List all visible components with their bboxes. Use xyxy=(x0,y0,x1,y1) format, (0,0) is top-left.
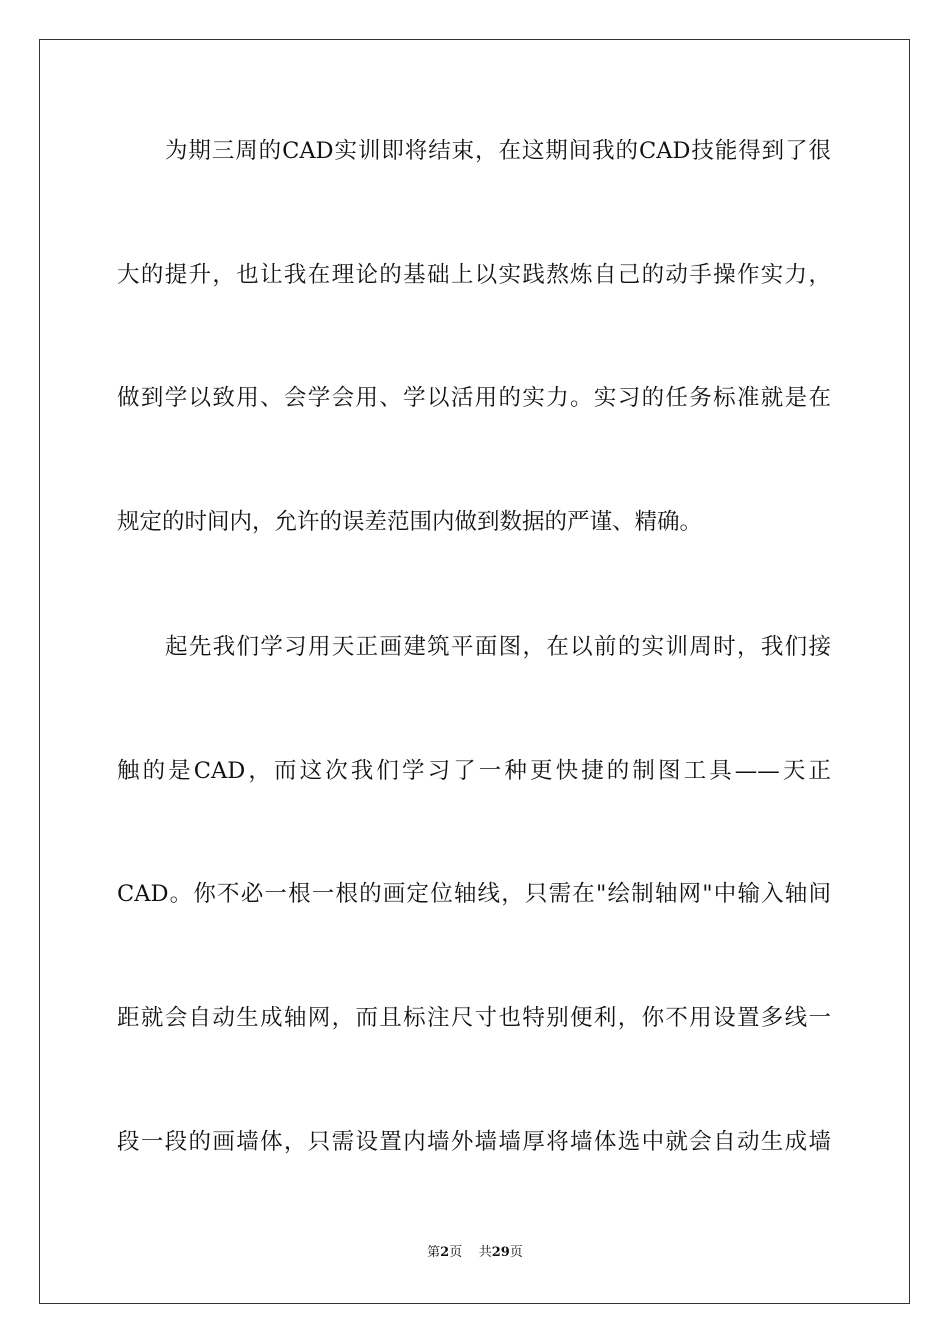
paragraph-1-line-1: 为期三周的CAD实训即将结束，在这期间我的CAD技能得到了很 xyxy=(165,138,831,164)
paragraph-2-line-3: CAD。你不必一根一根的画定位轴线，只需在"绘制轴网"中输入轴间 xyxy=(117,881,831,907)
paragraph-1-line-2: 大的提升，也让我在理论的基础上以实践熬炼自己的动手操作实力， xyxy=(117,262,831,288)
paragraph-2-line-5: 段一段的画墙体，只需设置内墙外墙墙厚将墙体选中就会自动生成墙 xyxy=(117,1129,831,1155)
page-footer xyxy=(0,1244,950,1262)
page-prefix: 第 xyxy=(427,1245,441,1260)
paragraph-2-line-2: 触的是CAD，而这次我们学习了一种更快捷的制图工具——天正 xyxy=(117,758,831,784)
paragraph-2-line-4: 距就会自动生成轴网，而且标注尺寸也特别便利，你不用设置多线一 xyxy=(117,1005,831,1031)
page-number: 2 xyxy=(440,1245,450,1260)
page-border xyxy=(39,39,910,1304)
paragraph-1-line-4: 规定的时间内，允许的误差范围内做到数据的严谨、精确。 xyxy=(117,509,703,535)
total-suffix: 页 xyxy=(509,1245,523,1260)
paragraph-2-line-1: 起先我们学习用天正画建筑平面图，在以前的实训周时，我们接 xyxy=(165,634,831,660)
total-pages: 29 xyxy=(491,1245,510,1260)
paragraph-1-line-3: 做到学以致用、会学会用、学以活用的实力。实习的任务标准就是在 xyxy=(117,385,831,411)
page-suffix: 页 xyxy=(449,1245,463,1260)
total-prefix: 共 xyxy=(478,1245,492,1260)
